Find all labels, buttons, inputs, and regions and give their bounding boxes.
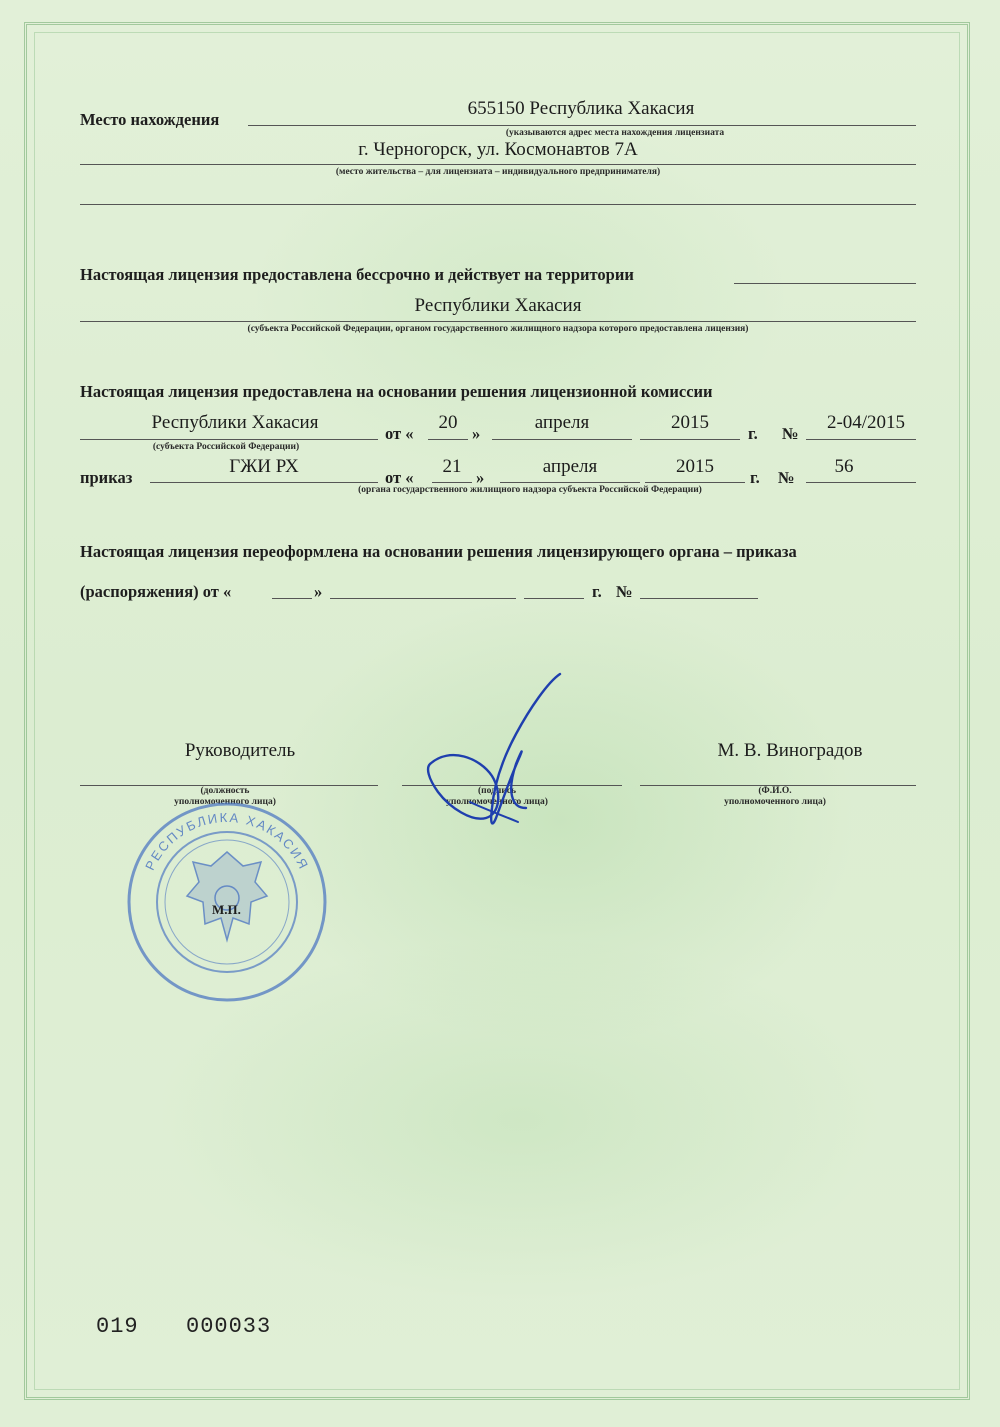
underline — [734, 283, 916, 284]
commission-no-label: № — [782, 424, 799, 443]
territory-value: Республики Хакасия — [414, 295, 582, 316]
underline — [524, 598, 584, 599]
order-number: 56 — [834, 456, 854, 477]
reissue-no-label: № — [616, 582, 633, 601]
territory-text: Настоящая лицензия предоставлена бессрочно и действует на территории — [80, 265, 634, 284]
underline — [432, 482, 472, 483]
commission-number: 2-04/2015 — [826, 412, 906, 433]
underline — [80, 204, 916, 205]
basis-text: Настоящая лицензия предоставлена на основании решения лицензионной комиссии — [80, 382, 713, 401]
commission-year-suffix: г. — [748, 424, 758, 443]
underline — [806, 439, 916, 440]
order-hint: (органа государственного жилищного надзора субъекта Российской Федерации) — [358, 485, 702, 495]
stamp-label: М.П. — [212, 902, 241, 917]
signatory-name: М. В. Виноградов — [717, 740, 863, 761]
underline — [150, 482, 378, 483]
commission-day: 20 — [438, 412, 458, 433]
underline — [428, 439, 468, 440]
underline — [330, 598, 516, 599]
underline — [272, 598, 312, 599]
reissue-close-quote: » — [314, 582, 323, 601]
name-hint-1: (Ф.И.О. — [758, 786, 792, 796]
name-hint-2: уполномоченного лица) — [724, 797, 826, 807]
commission-close-quote: » — [472, 424, 481, 443]
order-year: 2015 — [676, 456, 714, 477]
commission-from-label: от « — [385, 424, 414, 443]
commission-subject-hint: (субъекта Российской Федерации) — [152, 442, 300, 452]
underline — [80, 439, 378, 440]
order-from-label: от « — [385, 468, 414, 487]
underline — [640, 439, 740, 440]
order-no-label: № — [778, 468, 795, 487]
sign-hint-2: уполномоченного лица) — [446, 797, 548, 807]
territory-hint: (субъекта Российской Федерации, органом государственного жилищного надзора которого предоставлена лицензия) — [247, 324, 749, 334]
underline — [492, 439, 632, 440]
order-close-quote: » — [476, 468, 485, 487]
position-hint-1: (должность — [200, 786, 250, 796]
underline — [80, 321, 916, 322]
underline — [806, 482, 916, 483]
commission-subject: Республики Хакасия — [151, 412, 319, 433]
serial-series: 019 — [96, 1314, 139, 1339]
location-line1: 655150 Республика Хакасия — [467, 98, 695, 119]
reissue-year-suffix: г. — [592, 582, 602, 601]
stamp-text: РЕСПУБЛИКА ХАКАСИЯ — [142, 809, 312, 873]
order-year-suffix: г. — [750, 468, 760, 487]
underline — [248, 125, 916, 126]
underline — [500, 482, 640, 483]
commission-month: апреля — [534, 412, 590, 433]
signatory-position: Руководитель — [184, 740, 296, 761]
order-month: апреля — [542, 456, 598, 477]
order-body: ГЖИ РХ — [229, 456, 299, 477]
sign-hint-1: (подпись — [477, 786, 517, 796]
location-label: Место нахождения — [80, 110, 220, 129]
reissue-text: Настоящая лицензия переоформлена на основании решения лицензирующего органа – приказа — [80, 542, 797, 561]
position-hint-2: уполномоченного лица) — [174, 797, 276, 807]
underline — [80, 164, 916, 165]
underline — [645, 482, 745, 483]
handwritten-signature — [420, 668, 580, 838]
reissue-label: (распоряжения) от « — [80, 582, 232, 601]
serial-number: 000033 — [186, 1314, 272, 1339]
location-hint1: (указываются адрес места нахождения лицензиата — [505, 128, 725, 138]
order-label: приказ — [80, 468, 133, 487]
order-day: 21 — [442, 456, 462, 477]
location-hint2: (место жительства – для лицензиата – индивидуального предпринимателя) — [335, 167, 661, 177]
underline — [640, 598, 758, 599]
commission-year: 2015 — [671, 412, 709, 433]
location-line2: г. Черногорск, ул. Космонавтов 7А — [358, 139, 638, 160]
